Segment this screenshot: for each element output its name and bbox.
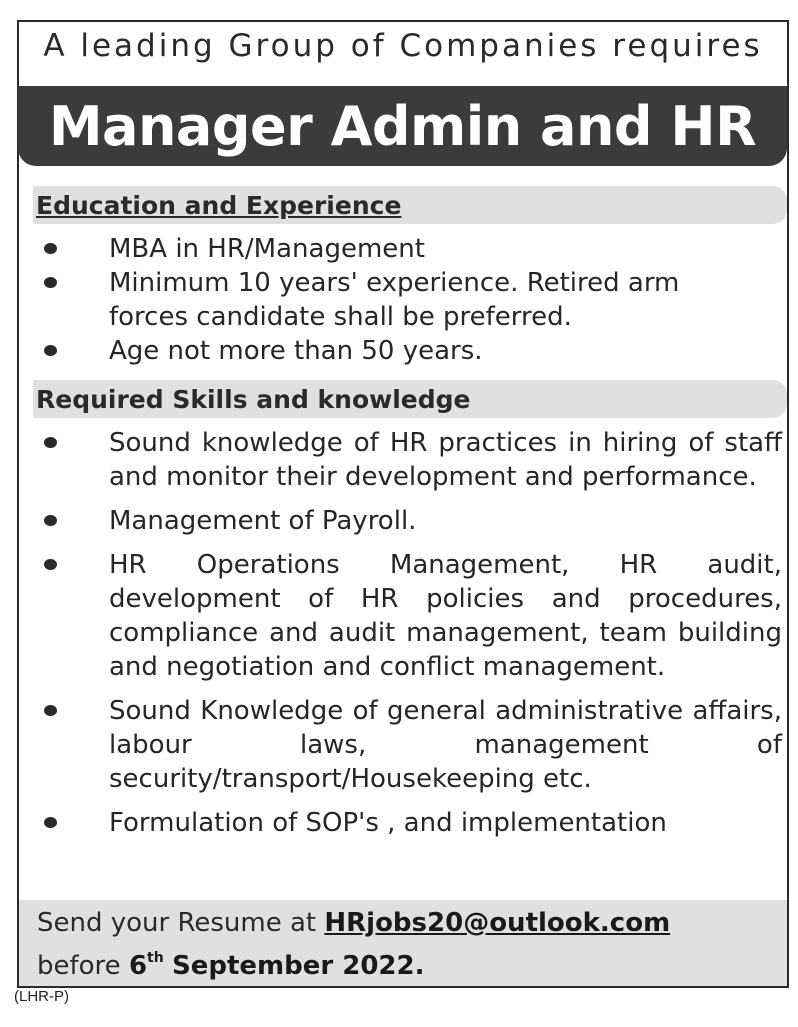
bullet-icon (44, 705, 57, 716)
list-item-text: Sound Knowledge of general administrative affairs, labour laws, management of security/transport/Housekeeping etc. (109, 696, 782, 794)
job-advertisement (17, 20, 789, 988)
bullet-icon (44, 345, 57, 356)
bullet-icon (44, 243, 57, 254)
send-text: Send your Resume at (37, 908, 317, 938)
apply-footer (19, 900, 787, 986)
email-link[interactable]: HRjobs20@outlook.com (324, 908, 671, 938)
skills-list (19, 426, 787, 840)
bullet-icon (44, 817, 57, 828)
list-item-text: HR Operations Management, HR audit, development of HR policies and procedures, compliance and audit management, team building and negotiation and conflict management. (109, 550, 782, 682)
bullet-icon (44, 559, 57, 570)
education-list (19, 232, 787, 368)
deadline-line (37, 941, 787, 984)
skills-heading: Required Skills and knowledge (36, 384, 471, 414)
list-item (19, 266, 787, 334)
deadline-day-suffix: th (147, 950, 164, 966)
list-item (19, 426, 787, 494)
list-item-text: Sound knowledge of HR practices in hiring of staff and monitor their development and performance. (109, 428, 782, 492)
list-item-text: Formulation of SOP's , and implementation (109, 808, 667, 838)
list-item-text: Age not more than 50 years. (109, 336, 483, 366)
list-item (19, 548, 787, 684)
send-line (37, 906, 787, 941)
list-item (19, 806, 787, 840)
title-banner (18, 86, 787, 166)
list-item-text: Minimum 10 years' experience. Retired arm forces candidate shall be preferred. (109, 268, 680, 332)
deadline-month-year: September 2022. (171, 951, 425, 981)
education-heading-bar (33, 186, 787, 224)
list-item-text: MBA in HR/Management (109, 234, 425, 264)
list-item (19, 334, 787, 368)
before-text: before (37, 951, 121, 981)
bullet-icon (44, 515, 57, 526)
skills-heading-bar (33, 380, 787, 418)
bullet-icon (44, 277, 57, 288)
education-heading: Education and Experience (36, 190, 402, 220)
source-code: (LHR-P) (14, 988, 69, 1005)
list-item (19, 694, 787, 796)
list-item (19, 232, 787, 266)
job-title: Manager Admin and HR (48, 94, 757, 158)
list-item-text: Management of Payroll. (109, 506, 417, 536)
deadline-day: 6 (128, 951, 148, 981)
list-item (19, 504, 787, 538)
bullet-icon (44, 437, 57, 448)
intro-line: A leading Group of Companies requires (43, 28, 763, 64)
